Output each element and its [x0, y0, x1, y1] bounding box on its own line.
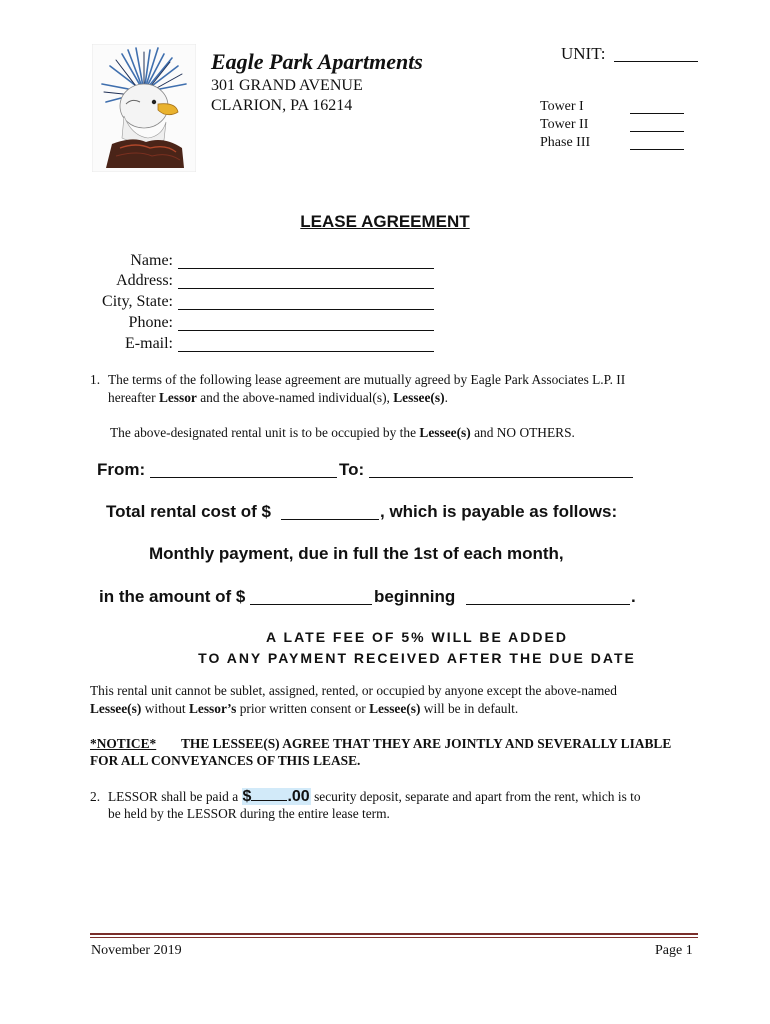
phone-label: Phone:: [128, 314, 173, 331]
section-2-text-b: security deposit, separate and apart from the rent, which is to: [314, 789, 641, 804]
notice-line-1: THE LESSEE(S) AGREE THAT THEY ARE JOINTLY AND SEVERALLY LIABLE: [181, 736, 672, 751]
footer-divider-thin: [90, 937, 698, 938]
section-2-number: 2.: [90, 789, 101, 804]
tower-1-field[interactable]: [630, 113, 684, 114]
sublet-line-2: [90, 700, 518, 718]
sublet-lessee-term-2: Lessee(s): [369, 701, 421, 716]
occupancy-line: [110, 424, 575, 442]
total-rental-label: Total rental cost of $: [106, 502, 271, 521]
phone-field[interactable]: [178, 330, 434, 331]
document-title: LEASE AGREEMENT: [300, 212, 470, 231]
tower-1-label: Tower I: [540, 99, 584, 114]
amount-label: in the amount of $: [99, 587, 246, 606]
security-deposit-field[interactable]: [242, 788, 311, 805]
sublet-lessor-term: Lessor’s: [188, 701, 237, 716]
tower-2-field[interactable]: [630, 131, 684, 132]
section-2-line-2: be held by the LESSOR during the entire lease term.: [108, 806, 390, 821]
section-1-line-2: [108, 389, 448, 407]
page-number: Page 1: [655, 943, 693, 958]
company-name: Eagle Park Apartments: [211, 49, 423, 74]
notice-line-2: FOR ALL CONVEYANCES OF THIS LEASE.: [90, 753, 361, 768]
sublet-consent: prior written consent or: [239, 701, 366, 716]
city-state-label: City, State:: [102, 293, 173, 310]
sublet-lessee-term: Lessee(s): [90, 701, 142, 716]
tower-2-label: Tower II: [540, 117, 589, 132]
address-line-2: CLARION, PA 16214: [211, 97, 353, 114]
sublet-line-1: This rental unit cannot be sublet, assigned, rented, or occupied by anyone except the above-named: [90, 683, 617, 698]
phase-3-label: Phase III: [540, 135, 591, 150]
footer-divider: [90, 933, 698, 935]
deposit-cents: .00: [287, 788, 310, 805]
monthly-payment-text: Monthly payment, due in full the 1st of each month,: [149, 544, 564, 563]
email-field[interactable]: [178, 351, 434, 352]
address-line-1: 301 GRAND AVENUE: [211, 77, 363, 94]
section-1-number: 1.: [90, 372, 101, 387]
to-label: To:: [339, 460, 365, 479]
email-label: E-mail:: [125, 335, 173, 352]
sublet-without: without: [144, 701, 186, 716]
beginning-label: beginning: [374, 587, 456, 606]
sublet-default: will be in default.: [423, 701, 519, 716]
section-1-line-1: The terms of the following lease agreement are mutually agreed by Eagle Park Associates L.P. II: [108, 372, 626, 387]
section-2-line-1: [108, 788, 641, 806]
occupancy-lessee-term: Lessee(s): [419, 425, 471, 440]
lessee-term: Lessee(s): [393, 390, 445, 405]
late-fee-line-2: TO ANY PAYMENT RECEIVED AFTER THE DUE DATE: [198, 650, 636, 666]
name-field[interactable]: [178, 268, 434, 269]
address-field[interactable]: [178, 288, 434, 289]
occupancy-text-b: and NO OTHERS.: [474, 425, 575, 440]
amount-period: .: [631, 587, 636, 606]
section-1-period: .: [444, 390, 448, 405]
from-label: From:: [97, 460, 146, 479]
phase-3-field[interactable]: [630, 149, 684, 150]
deposit-dollar-sign: $: [242, 788, 252, 805]
unit-field[interactable]: [614, 61, 698, 62]
section-1-connector: and the above-named individual(s),: [200, 390, 390, 405]
occupancy-text-a: The above-designated rental unit is to be occupied by the: [110, 425, 417, 440]
from-field[interactable]: [150, 477, 337, 478]
total-rental-field[interactable]: [281, 519, 379, 520]
section-1-hereafter: hereafter: [108, 390, 156, 405]
address-label: Address:: [116, 272, 173, 289]
unit-label: UNIT:: [561, 44, 606, 63]
city-state-field[interactable]: [178, 309, 434, 310]
payable-text: , which is payable as follows:: [380, 502, 618, 521]
late-fee-line-1: A LATE FEE OF 5% WILL BE ADDED: [266, 629, 568, 645]
to-field[interactable]: [369, 477, 633, 478]
notice-label: *NOTICE*: [90, 736, 157, 751]
monthly-amount-field[interactable]: [250, 604, 372, 605]
section-2-text-a: LESSOR shall be paid a: [108, 789, 239, 804]
lessor-term: Lessor: [158, 390, 197, 405]
eagle-logo-icon: [92, 44, 196, 172]
name-label: Name:: [130, 252, 173, 269]
beginning-date-field[interactable]: [466, 604, 630, 605]
footer-date: November 2019: [91, 943, 182, 958]
